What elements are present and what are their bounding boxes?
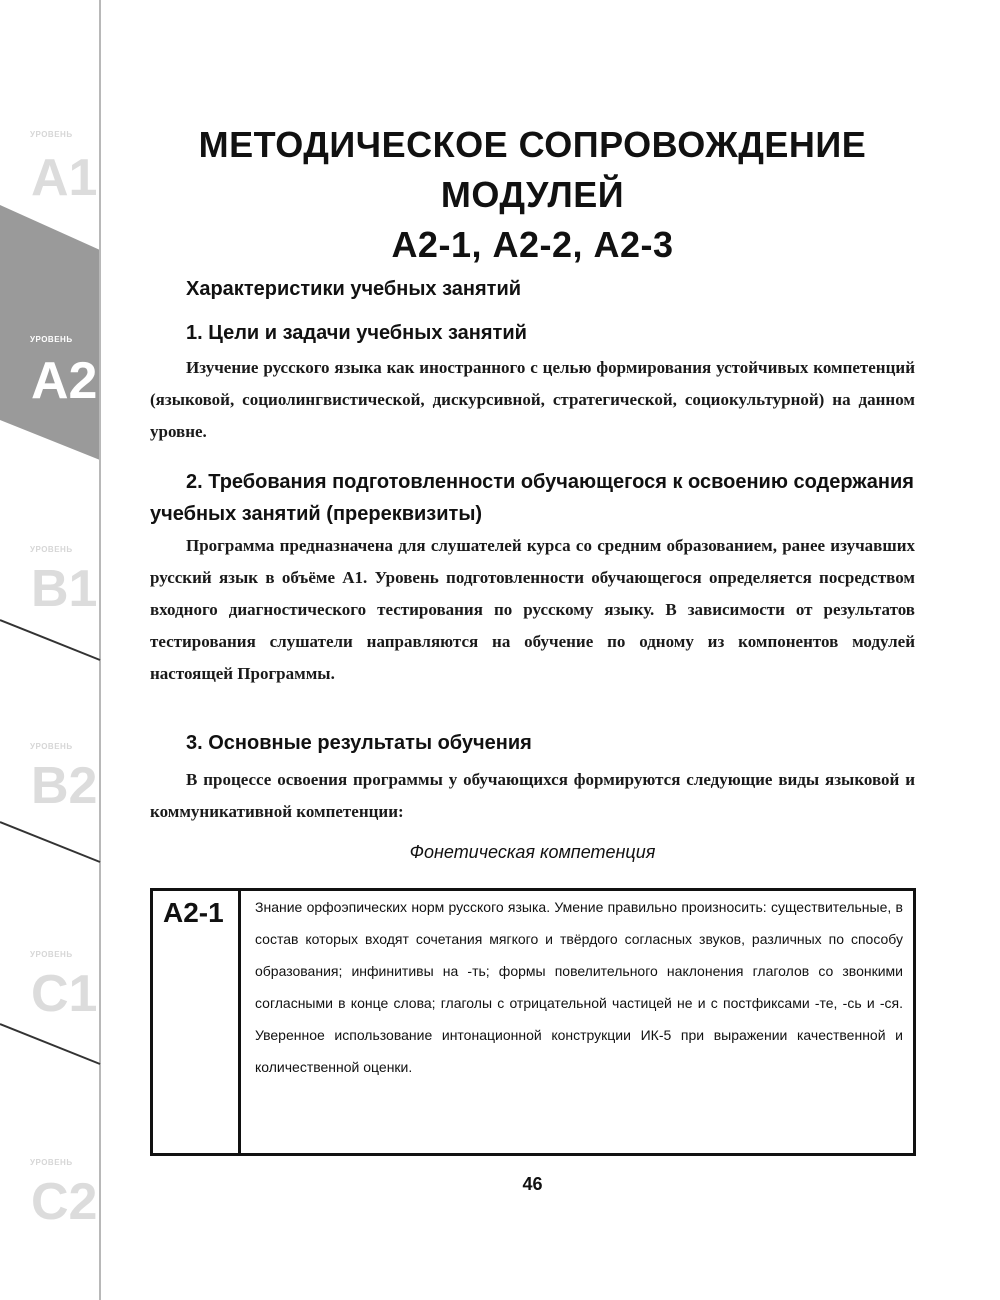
page-title-line2: А2-1, А2-2, А2-3 [391,224,674,265]
level-tab-caption: УРОВЕНЬ [30,130,73,139]
level-tab-caption: УРОВЕНЬ [30,1158,73,1167]
page-title-line1: МЕТОДИЧЕСКОЕ СОПРОВОЖДЕНИЕ МОДУЛЕЙ [198,124,867,215]
section-2-heading: 2. Требования подготовленности обучающегося к освоению содержания учебных занятий (пререквизиты) [150,471,914,525]
level-tab-caption: УРОВЕНЬ [30,545,73,554]
level-tab-caption: УРОВЕНЬ [30,742,73,751]
level-tab-code: B1 [31,560,98,618]
section-1-text: Изучение русского языка как иностранного с целью формирования устойчивых компетенций (языковой, социолингвистической, дискурсивной, стратегической, социокультурной) на данном уровне. [150,358,915,441]
tab-separator [0,1024,100,1064]
main-heading: Характеристики учебных занятий [186,278,522,300]
level-tab-code: A1 [31,149,98,207]
section-1-heading: 1. Цели и задачи учебных занятий [186,322,527,344]
competence-code: А2-1 [153,891,241,1153]
page-number: 46 [522,1174,543,1194]
section-2-text: Программа предназначена для слушателей курса со средним образованием, ранее изучавших русский язык в объёме А1. Уровень подготовленности обучающегося определяется посредством входного диагностического тестирования по русскому языку. В зависимости от результатов тестирования слушатели направляются на обучение по одному из компонентов модулей настоящей Программы. [150,536,915,683]
tab-separator [0,620,100,660]
level-tab-caption: УРОВЕНЬ [30,335,73,344]
competence-table [150,888,916,1156]
page-title [150,120,915,270]
level-sidebar [0,0,104,1300]
competence-description: Знание орфоэпических норм русского языка. Умение правильно произносить: существительные, в состав которых входят сочетания мягкого и твёрдого согласных звуков, различных по способу образования; инфинитивы на -ть; формы повелительного наклонения глаголов со звонкими согласными в конце слова; глаголы с отрицательной частицей не и с постфиксами -те, -сь и -ся. Уверенное использование интонационной конструкции ИК-5 при выражении качественной и количественной оценки. [255,899,903,1075]
tab-separator [0,822,100,862]
competence-caption: Фонетическая компетенция [409,842,656,862]
section-3-text: В процессе освоения программы у обучающихся формируются следующие виды языковой и коммуникативной компетенции: [150,770,915,821]
level-tab-code: C1 [31,965,98,1023]
section-3-heading: 3. Основные результаты обучения [186,732,532,754]
page-content [150,120,915,1194]
level-tab-code: B2 [31,757,98,815]
level-tab-code: A2 [31,352,98,410]
active-tab-band [0,205,100,460]
level-tab-caption: УРОВЕНЬ [30,950,73,959]
level-tab-code: C2 [31,1173,98,1231]
